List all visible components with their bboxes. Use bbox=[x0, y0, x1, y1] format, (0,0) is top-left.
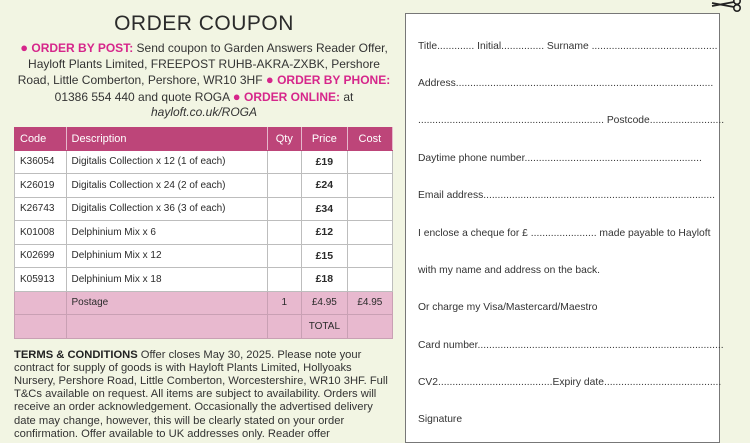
cell-description: Digitalis Collection x 12 (1 of each) bbox=[66, 150, 267, 174]
address-field[interactable]: Address.......................................................................................... bbox=[418, 78, 714, 89]
cell-qty[interactable] bbox=[267, 150, 301, 174]
postcode-field[interactable]: ................................................................. Postcode.......................... bbox=[418, 115, 725, 126]
terms-heading: TERMS & CONDITIONS bbox=[14, 348, 138, 361]
card-number-field[interactable]: Card number...................................................................................... bbox=[418, 340, 724, 351]
cell-code: K01008 bbox=[15, 221, 67, 245]
table-row bbox=[15, 244, 393, 268]
bullet-icon: ● bbox=[232, 88, 241, 104]
card-type-label: Or charge my Visa/Mastercard/Maestro bbox=[418, 302, 598, 313]
cell-price: £34 bbox=[302, 197, 348, 221]
cell-code: K26019 bbox=[15, 174, 67, 198]
name-field[interactable]: Title............. Initial............... Surname ............................................ bbox=[418, 41, 718, 52]
order-instructions bbox=[14, 40, 394, 121]
phone-field[interactable]: Daytime phone number.............................................................. bbox=[418, 153, 702, 164]
table-row bbox=[15, 150, 393, 174]
order-post-label: ORDER BY POST: bbox=[31, 41, 134, 55]
bullet-icon: ● bbox=[20, 40, 29, 55]
cell-code: K05913 bbox=[15, 268, 67, 292]
order-phone-label: ORDER BY PHONE: bbox=[277, 73, 391, 87]
header-cost: Cost bbox=[347, 127, 392, 150]
cell-qty[interactable] bbox=[267, 221, 301, 245]
header-qty: Qty bbox=[267, 127, 301, 150]
bullet-icon: ● bbox=[265, 72, 274, 87]
cell-description: Delphinium Mix x 12 bbox=[66, 244, 267, 268]
cell-code: K02699 bbox=[15, 244, 67, 268]
customer-details-form bbox=[405, 13, 725, 443]
order-post-text: Send coupon to Garden Answers Reader Offer, Hayloft Plants Limited, FREEPOST RUHB-AKRA-ZXBK, Pershore Road, Little Comberton, Pershore, WR10 3HF bbox=[17, 41, 388, 87]
cell-price: £15 bbox=[302, 244, 348, 268]
cheque-note: with my name and address on the back. bbox=[418, 265, 601, 276]
cell-price: £18 bbox=[302, 268, 348, 292]
cell-cost[interactable] bbox=[347, 244, 392, 268]
total-value[interactable] bbox=[347, 315, 392, 339]
cell-price: £19 bbox=[302, 150, 348, 174]
table-header-row bbox=[15, 127, 393, 150]
table-row bbox=[15, 174, 393, 198]
table-row bbox=[15, 268, 393, 292]
header-description: Description bbox=[66, 127, 267, 150]
header-price: Price bbox=[302, 127, 348, 150]
page-title: ORDER COUPON bbox=[114, 12, 294, 35]
signature-field[interactable]: Signature bbox=[418, 414, 463, 425]
cv2-expiry-field[interactable]: CV2........................................Expiry date......................................... bbox=[418, 377, 722, 388]
postage-cost: £4.95 bbox=[347, 291, 392, 315]
order-table bbox=[14, 127, 393, 339]
order-online-at: at bbox=[343, 89, 354, 104]
header-code: Code bbox=[15, 127, 67, 150]
cell-price: £12 bbox=[302, 221, 348, 245]
cheque-field[interactable]: I enclose a cheque for £ ....................... made payable to Hayloft bbox=[418, 228, 711, 239]
cell-cost[interactable] bbox=[347, 268, 392, 292]
cell-cost[interactable] bbox=[347, 174, 392, 198]
total-label: TOTAL bbox=[302, 315, 348, 339]
cell-description: Delphinium Mix x 18 bbox=[66, 268, 267, 292]
order-phone-text: 01386 554 440 and quote ROGA bbox=[54, 89, 230, 104]
cell-code: K36054 bbox=[15, 150, 67, 174]
cell-qty[interactable] bbox=[267, 197, 301, 221]
cell-qty[interactable] bbox=[267, 268, 301, 292]
cell-qty[interactable] bbox=[267, 174, 301, 198]
left-column bbox=[14, 10, 394, 441]
cell-qty[interactable] bbox=[267, 244, 301, 268]
terms-text: Offer closes May 30, 2025. Please note your contract for supply of goods is with Hayloft Plants Limited, Hollyoaks Nursery, Pershore Road, Little Comberton, Worcestershire, WR10 3HF. Full T&Cs available on request. All items are subject to availability. Orders will receive an order acknowledgement. Occasionally the advertised delivery date may change, however, this will be clearly stated on your order confirmation. Offer available to UK addresses only. Reader offer bbox=[14, 348, 388, 440]
order-online-label: ORDER ONLINE: bbox=[244, 89, 340, 104]
email-field[interactable]: Email address................................................................................. bbox=[418, 190, 715, 201]
cell-price: £24 bbox=[302, 174, 348, 198]
cell-code: K26743 bbox=[15, 197, 67, 221]
postage-label: Postage bbox=[66, 291, 267, 315]
cell-cost[interactable] bbox=[347, 221, 392, 245]
scissors-icon bbox=[708, 0, 744, 12]
order-online-url[interactable]: hayloft.co.uk/ROGA bbox=[150, 105, 258, 119]
total-row bbox=[15, 315, 393, 339]
cell-description: Digitalis Collection x 36 (3 of each) bbox=[66, 197, 267, 221]
cell-cost[interactable] bbox=[347, 150, 392, 174]
cell-cost[interactable] bbox=[347, 197, 392, 221]
cell-description: Digitalis Collection x 24 (2 of each) bbox=[66, 174, 267, 198]
postage-row bbox=[15, 291, 393, 315]
postage-price: £4.95 bbox=[302, 291, 348, 315]
cell-description: Delphinium Mix x 6 bbox=[66, 221, 267, 245]
table-row bbox=[15, 221, 393, 245]
terms-and-conditions bbox=[14, 349, 394, 441]
postage-qty: 1 bbox=[267, 291, 301, 315]
table-row bbox=[15, 197, 393, 221]
